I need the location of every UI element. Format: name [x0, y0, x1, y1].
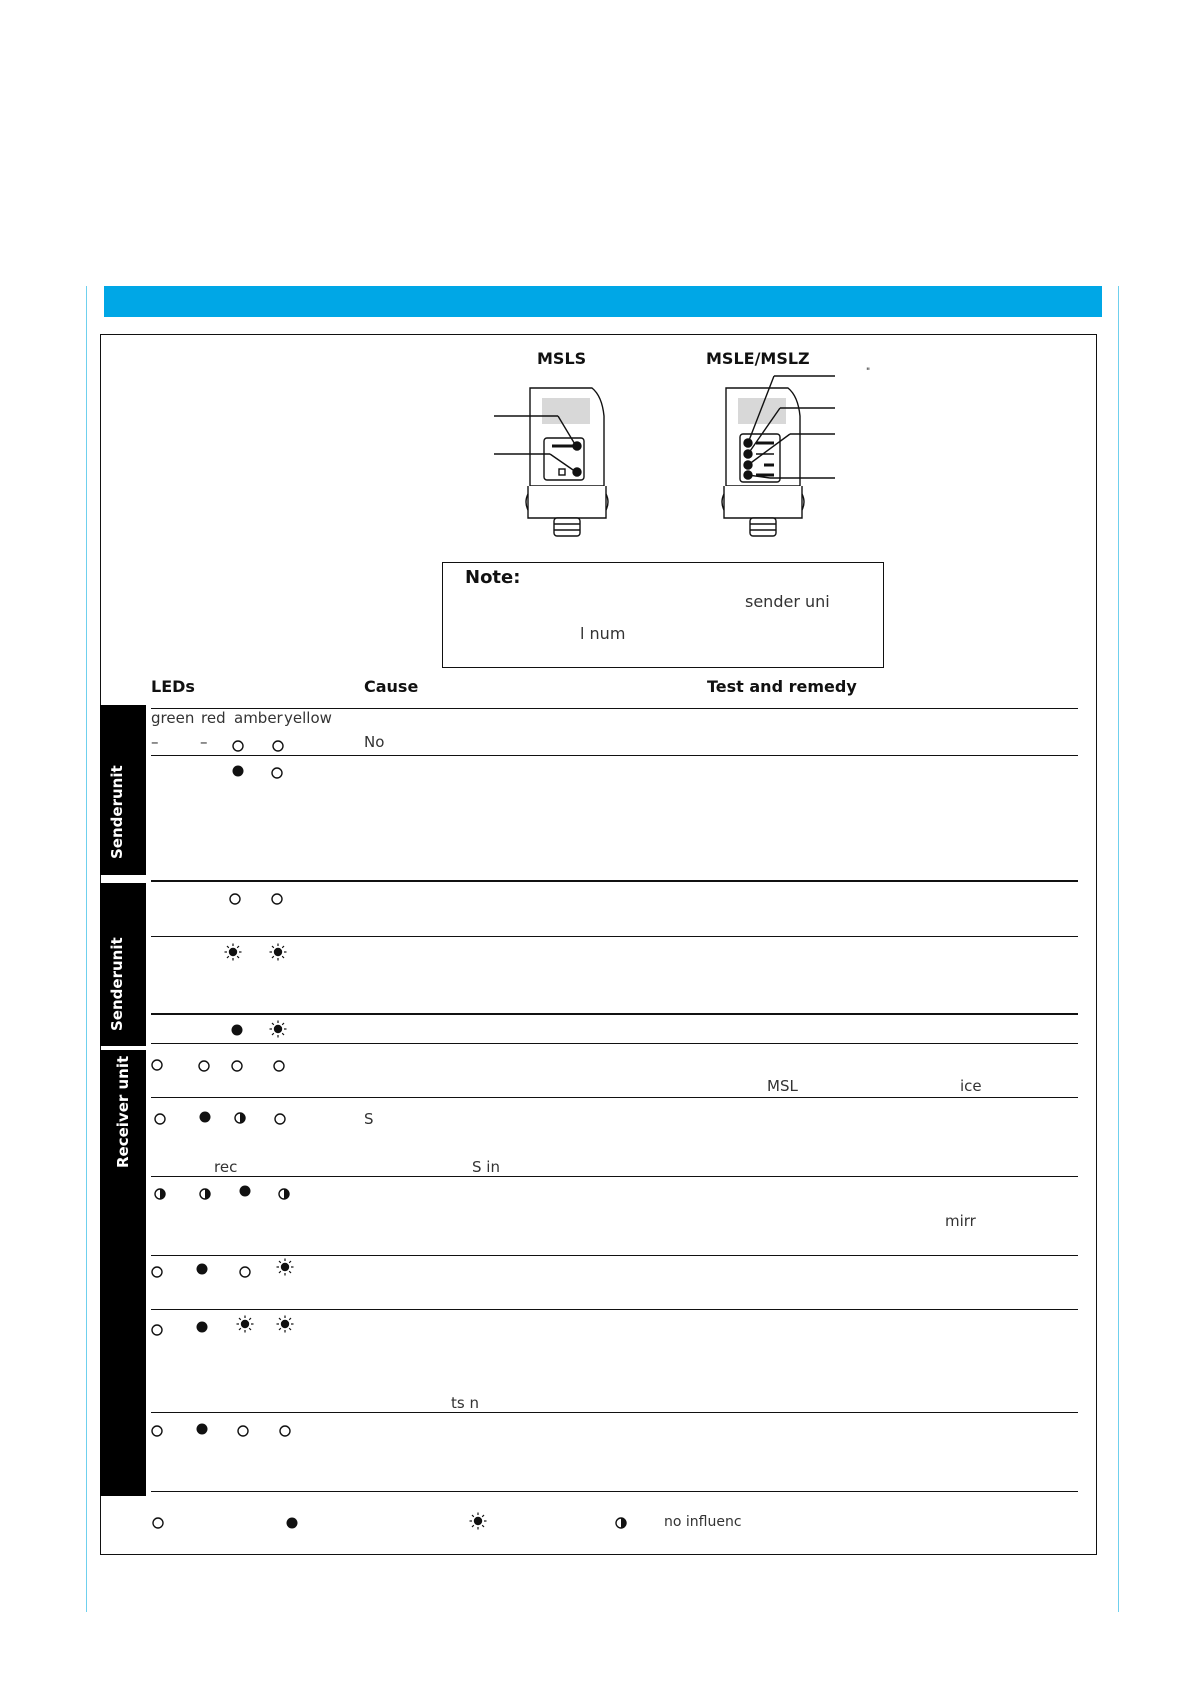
row-8-yellow-led: [275, 1185, 293, 1203]
left-margin-line: [86, 286, 87, 1612]
note-fragment-1: sender uni: [745, 592, 830, 611]
row-rule: [151, 1176, 1078, 1177]
row-5-amber-led: [228, 1021, 246, 1039]
sidebar-sender-2-label: Senderunit: [108, 937, 126, 1031]
row-6-yellow-led: [270, 1057, 288, 1075]
row-10-yellow-led: [276, 1315, 294, 1333]
row-3-yellow-led: [268, 890, 286, 908]
section-rule: [151, 880, 1078, 882]
row-11-green-led: [148, 1422, 166, 1440]
sidebar-sender-1-label: Senderunit: [108, 765, 126, 859]
legend-half-icon: [612, 1514, 630, 1532]
row-1-dash-green: –: [151, 733, 159, 751]
row-1-dash-red: –: [200, 733, 208, 751]
test-remedy-header: Test and remedy: [707, 677, 857, 696]
row-2-yellow-led: [268, 764, 286, 782]
leds-header: LEDs: [151, 677, 195, 696]
row-9-yellow-led: [276, 1258, 294, 1276]
row-7-yellow-led: [271, 1110, 289, 1128]
row-7-red-led: [196, 1108, 214, 1126]
row-8-green-led: [151, 1185, 169, 1203]
row-7-amber-led: [231, 1109, 249, 1127]
row-8-amber-led: [236, 1182, 254, 1200]
sidebar-receiver: [100, 1050, 146, 1496]
row-1-yellow-led: [269, 737, 287, 755]
led-yellow-header: yellow: [284, 709, 332, 727]
row-6-remedy-fragment-2: ice: [960, 1077, 982, 1095]
led-amber-header: amber: [234, 709, 283, 727]
row-7-fragment-2: S in: [472, 1158, 500, 1176]
row-rule: [151, 936, 1078, 937]
row-rule: [151, 1097, 1078, 1098]
led-green-header: green: [151, 709, 195, 727]
row-6-remedy-fragment-1: MSL: [767, 1077, 798, 1095]
msle-device: [722, 376, 835, 536]
row-10-fragment: ts n: [451, 1394, 479, 1412]
row-10-green-led: [148, 1321, 166, 1339]
cause-header: Cause: [364, 677, 419, 696]
row-1-cause: No: [364, 733, 385, 751]
row-7-cause: S: [364, 1110, 374, 1128]
row-9-green-led: [148, 1263, 166, 1281]
sidebar-receiver-label: Receiver unit: [114, 1055, 132, 1168]
note-fragment-2: l num: [580, 624, 626, 643]
msls-device: [494, 388, 608, 536]
row-3-amber-led: [226, 890, 244, 908]
row-9-amber-led: [236, 1263, 254, 1281]
row-rule: [151, 755, 1078, 756]
row-2-amber-led: [229, 762, 247, 780]
row-11-yellow-led: [276, 1422, 294, 1440]
row-rule: [151, 1491, 1078, 1492]
legend-flash-icon: [469, 1512, 487, 1530]
row-6-red-led: [195, 1057, 213, 1075]
row-8-remedy-fragment: mirr: [945, 1212, 976, 1230]
row-7-fragment-1: rec: [214, 1158, 238, 1176]
row-6-green-led: [148, 1056, 166, 1074]
sidebar-sender-2: [100, 883, 146, 1046]
legend-on-icon: [283, 1514, 301, 1532]
row-7-green-led: [151, 1110, 169, 1128]
right-margin-line: [1118, 286, 1119, 1612]
msle-mslz-label: MSLE/MSLZ: [706, 349, 810, 368]
legend-off-icon: [149, 1514, 167, 1532]
row-9-red-led: [193, 1260, 211, 1278]
row-6-amber-led: [228, 1057, 246, 1075]
device-illustration: [480, 368, 860, 548]
section-banner: [104, 286, 1102, 317]
sidebar-sender-1: [100, 705, 146, 875]
msls-label: MSLS: [537, 349, 587, 368]
row-10-amber-led: [236, 1315, 254, 1333]
legend-no-influence: no influenc: [664, 1514, 742, 1530]
note-heading: Note:: [465, 567, 521, 588]
row-rule: [151, 1412, 1078, 1413]
led-red-header: red: [201, 709, 226, 727]
row-4-amber-led: [224, 943, 242, 961]
tick-mark: ": [866, 367, 871, 377]
row-rule: [151, 1309, 1078, 1310]
note-box: [442, 562, 884, 668]
section-rule: [151, 1013, 1078, 1015]
row-11-red-led: [193, 1420, 211, 1438]
row-1-amber-led: [229, 737, 247, 755]
row-rule: [151, 1255, 1078, 1256]
row-5-yellow-led: [269, 1020, 287, 1038]
row-4-yellow-led: [269, 943, 287, 961]
row-8-red-led: [196, 1185, 214, 1203]
row-10-red-led: [193, 1318, 211, 1336]
row-rule: [151, 1043, 1078, 1044]
row-11-amber-led: [234, 1422, 252, 1440]
